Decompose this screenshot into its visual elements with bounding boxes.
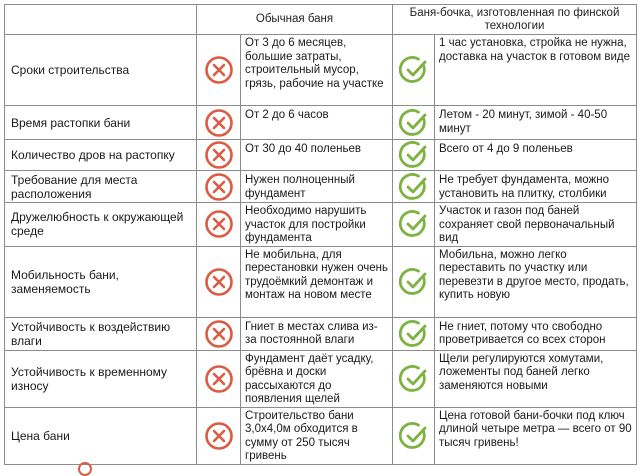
ordinary-cell: Нужен полноценный фундамент (241, 171, 393, 203)
x-circle-icon (197, 350, 241, 407)
barrel-cell: Участок и газон под баней сохраняет свой первоначальный вид (435, 203, 637, 247)
barrel-cell: Щели регулируются хомутами, ложементы под баней легко заменяются новыми (435, 350, 637, 407)
x-circle-icon (197, 317, 241, 350)
ordinary-cell: Гниет в местах слива из-за постоянной влаги (241, 317, 393, 350)
feature-cell: Дружелюбность к окружающей среде (5, 203, 197, 247)
check-circle-icon (393, 407, 435, 464)
table-row (5, 407, 637, 464)
ordinary-cell: От 2 до 6 часов (241, 106, 393, 140)
ordinary-cell: Фундамент даёт усадку, брёвна и доски рассыхаются до появления щелей (241, 350, 393, 407)
feature-cell: Мобильность бани, заменяемость (5, 246, 197, 317)
barrel-cell: 1 час установка, стройка не нужна, доставка на участок в готовом виде (435, 35, 637, 106)
table-row (5, 140, 637, 171)
x-circle-icon (78, 462, 92, 476)
feature-cell: Устойчивость к воздействию влаги (5, 317, 197, 350)
ordinary-cell: Необходимо нарушить участок для постройки фундамента (241, 203, 393, 247)
check-circle-icon (393, 171, 435, 203)
check-circle-icon (393, 35, 435, 106)
header-feature (5, 5, 197, 35)
table-row (5, 106, 637, 140)
feature-cell: Время растопки бани (5, 106, 197, 140)
check-circle-icon (393, 203, 435, 247)
ordinary-cell: Строительство бани 3,0х4,0м обходится в сумму от 250 тысяч гривень (241, 407, 393, 464)
x-circle-icon (197, 246, 241, 317)
feature-cell: Устойчивость к временному износу (5, 350, 197, 407)
table-row (5, 35, 637, 106)
ordinary-cell: Не мобильна, для перестановки нужен очень трудоёмкий демонтаж и монтаж на новом месте (241, 246, 393, 317)
check-circle-icon (393, 350, 435, 407)
x-circle-icon (197, 106, 241, 140)
comparison-table (4, 4, 637, 465)
table-row (5, 350, 637, 407)
table-row (5, 203, 637, 247)
x-circle-icon (197, 171, 241, 203)
barrel-cell: Не гниет, потому что свободно проветривается со всех сторон (435, 317, 637, 350)
table-row (5, 171, 637, 203)
ordinary-cell: От 3 до 6 месяцев, большие затраты, строительный мусор, грязь, рабочие на участке (241, 35, 393, 106)
table-row (5, 317, 637, 350)
barrel-cell: Не требует фундамента, можно установить на плитку, столбики (435, 171, 637, 203)
feature-cell: Сроки строительства (5, 35, 197, 106)
feature-cell: Цена бани (5, 407, 197, 464)
barrel-cell: Цена готовой бани-бочки под ключ длиной четыре метра — всего от 90 тысяч гривень! (435, 407, 637, 464)
check-circle-icon (393, 246, 435, 317)
feature-cell: Требование для места расположения (5, 171, 197, 203)
x-circle-icon (197, 407, 241, 464)
x-circle-icon (197, 203, 241, 247)
x-circle-icon (197, 35, 241, 106)
check-circle-icon (393, 140, 435, 171)
ordinary-cell: От 30 до 40 поленьев (241, 140, 393, 171)
barrel-cell: Мобильна, можно легко переставить по участку или перевезти в другое место, продать, купить новую (435, 246, 637, 317)
barrel-cell: Летом - 20 минут, зимой - 40-50 минут (435, 106, 637, 140)
header-row (5, 5, 637, 35)
header-barrel: Баня-бочка, изготовленная по финской технологии (393, 5, 637, 35)
barrel-cell: Всего от 4 до 9 поленьев (435, 140, 637, 171)
header-ordinary: Обычная баня (197, 5, 393, 35)
x-circle-icon (197, 140, 241, 171)
check-circle-icon (393, 106, 435, 140)
check-circle-icon (393, 317, 435, 350)
table-row (5, 246, 637, 317)
feature-cell: Количество дров на растопку (5, 140, 197, 171)
